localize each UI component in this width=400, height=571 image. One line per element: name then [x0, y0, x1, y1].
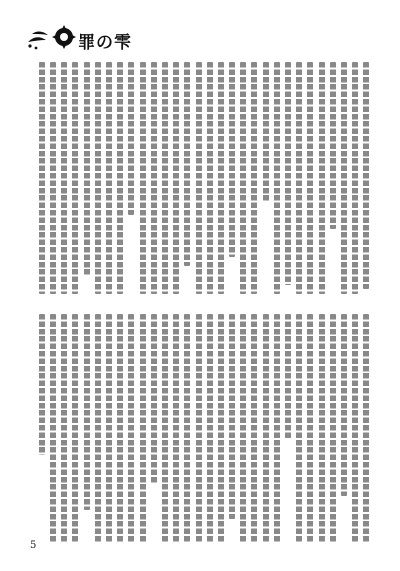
text-column	[193, 314, 204, 542]
text-column	[182, 62, 193, 294]
text-column	[316, 314, 327, 542]
text-column	[204, 314, 215, 542]
text-column	[81, 62, 92, 294]
text-column	[70, 314, 81, 542]
text-column	[271, 62, 282, 294]
text-column	[182, 314, 193, 542]
text-column	[350, 62, 361, 294]
text-column	[137, 314, 148, 542]
text-column	[227, 314, 238, 542]
text-column	[350, 314, 361, 542]
text-column	[338, 62, 349, 294]
text-column	[126, 62, 137, 294]
text-column	[227, 62, 238, 294]
text-column	[159, 314, 170, 542]
text-column	[126, 314, 137, 542]
text-column	[260, 314, 271, 542]
text-column	[48, 62, 59, 294]
text-column	[36, 62, 47, 294]
text-column	[294, 314, 305, 542]
text-column	[92, 62, 103, 294]
text-column	[70, 62, 81, 294]
text-column	[159, 62, 170, 294]
text-column	[238, 62, 249, 294]
text-column	[361, 62, 372, 294]
page-title: 罪の雫	[78, 33, 132, 53]
text-column	[171, 314, 182, 542]
text-column	[361, 314, 372, 542]
text-column	[193, 62, 204, 294]
text-column	[115, 62, 126, 294]
text-column	[171, 62, 182, 294]
text-column	[338, 314, 349, 542]
text-column	[238, 314, 249, 542]
text-column	[59, 314, 70, 542]
text-column	[249, 62, 260, 294]
text-column	[215, 62, 226, 294]
body-text-block-bottom	[27, 314, 372, 542]
text-column	[115, 314, 126, 542]
text-column	[249, 314, 260, 542]
text-column	[137, 62, 148, 294]
text-column	[104, 62, 115, 294]
text-column	[59, 62, 70, 294]
text-column	[283, 314, 294, 542]
text-column	[316, 62, 327, 294]
body-text-block-top	[27, 62, 372, 294]
floral-ornament-icon	[24, 22, 80, 52]
text-column	[81, 314, 92, 542]
text-column	[48, 314, 59, 542]
text-column	[327, 314, 338, 542]
page-number: 5	[30, 540, 37, 551]
text-column	[92, 314, 103, 542]
text-column	[283, 62, 294, 294]
text-column	[305, 314, 316, 542]
text-column	[294, 62, 305, 294]
text-column	[327, 62, 338, 294]
text-column	[215, 314, 226, 542]
text-column	[305, 62, 316, 294]
text-column	[36, 314, 47, 542]
text-column	[271, 314, 282, 542]
text-column	[148, 62, 159, 294]
text-column	[148, 314, 159, 542]
text-column	[260, 62, 271, 294]
text-column	[104, 314, 115, 542]
text-column	[204, 62, 215, 294]
